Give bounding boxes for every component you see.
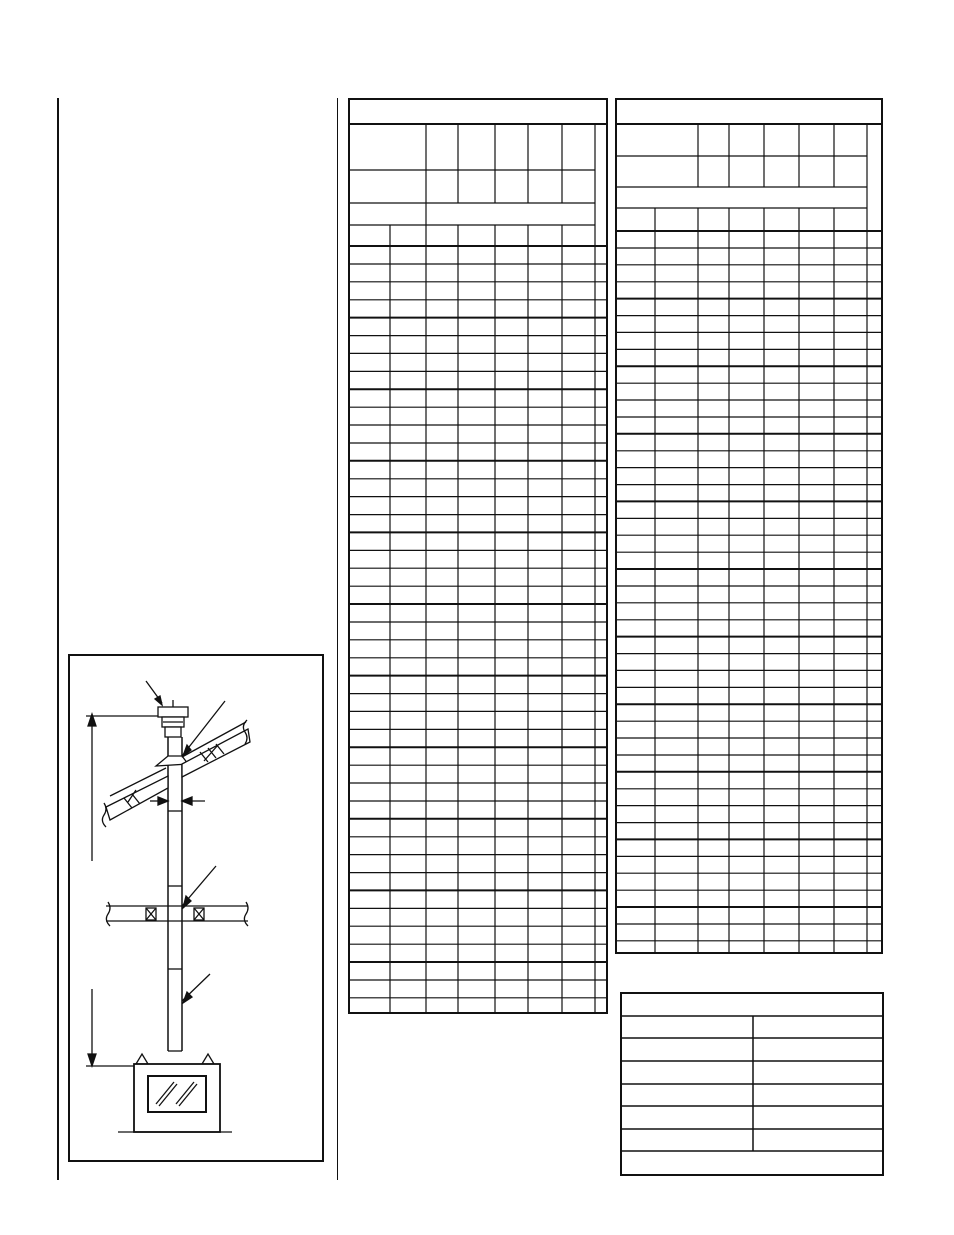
vent-installation-figure — [68, 654, 324, 1162]
vent-table-small — [620, 992, 884, 1176]
vent-table-left-grid — [350, 100, 610, 1016]
fireplace-glass — [148, 1076, 206, 1112]
vent-table-small-grid — [622, 994, 886, 1178]
left-column-rule — [57, 98, 59, 1180]
vent-diagram — [70, 656, 322, 1160]
termination-cap — [158, 707, 188, 717]
middle-column-rule — [337, 98, 338, 1180]
vent-table-right-grid — [617, 100, 885, 956]
roof-rafter-right — [182, 729, 250, 777]
vent-table-left — [348, 98, 608, 1014]
vent-table-right — [615, 98, 883, 954]
